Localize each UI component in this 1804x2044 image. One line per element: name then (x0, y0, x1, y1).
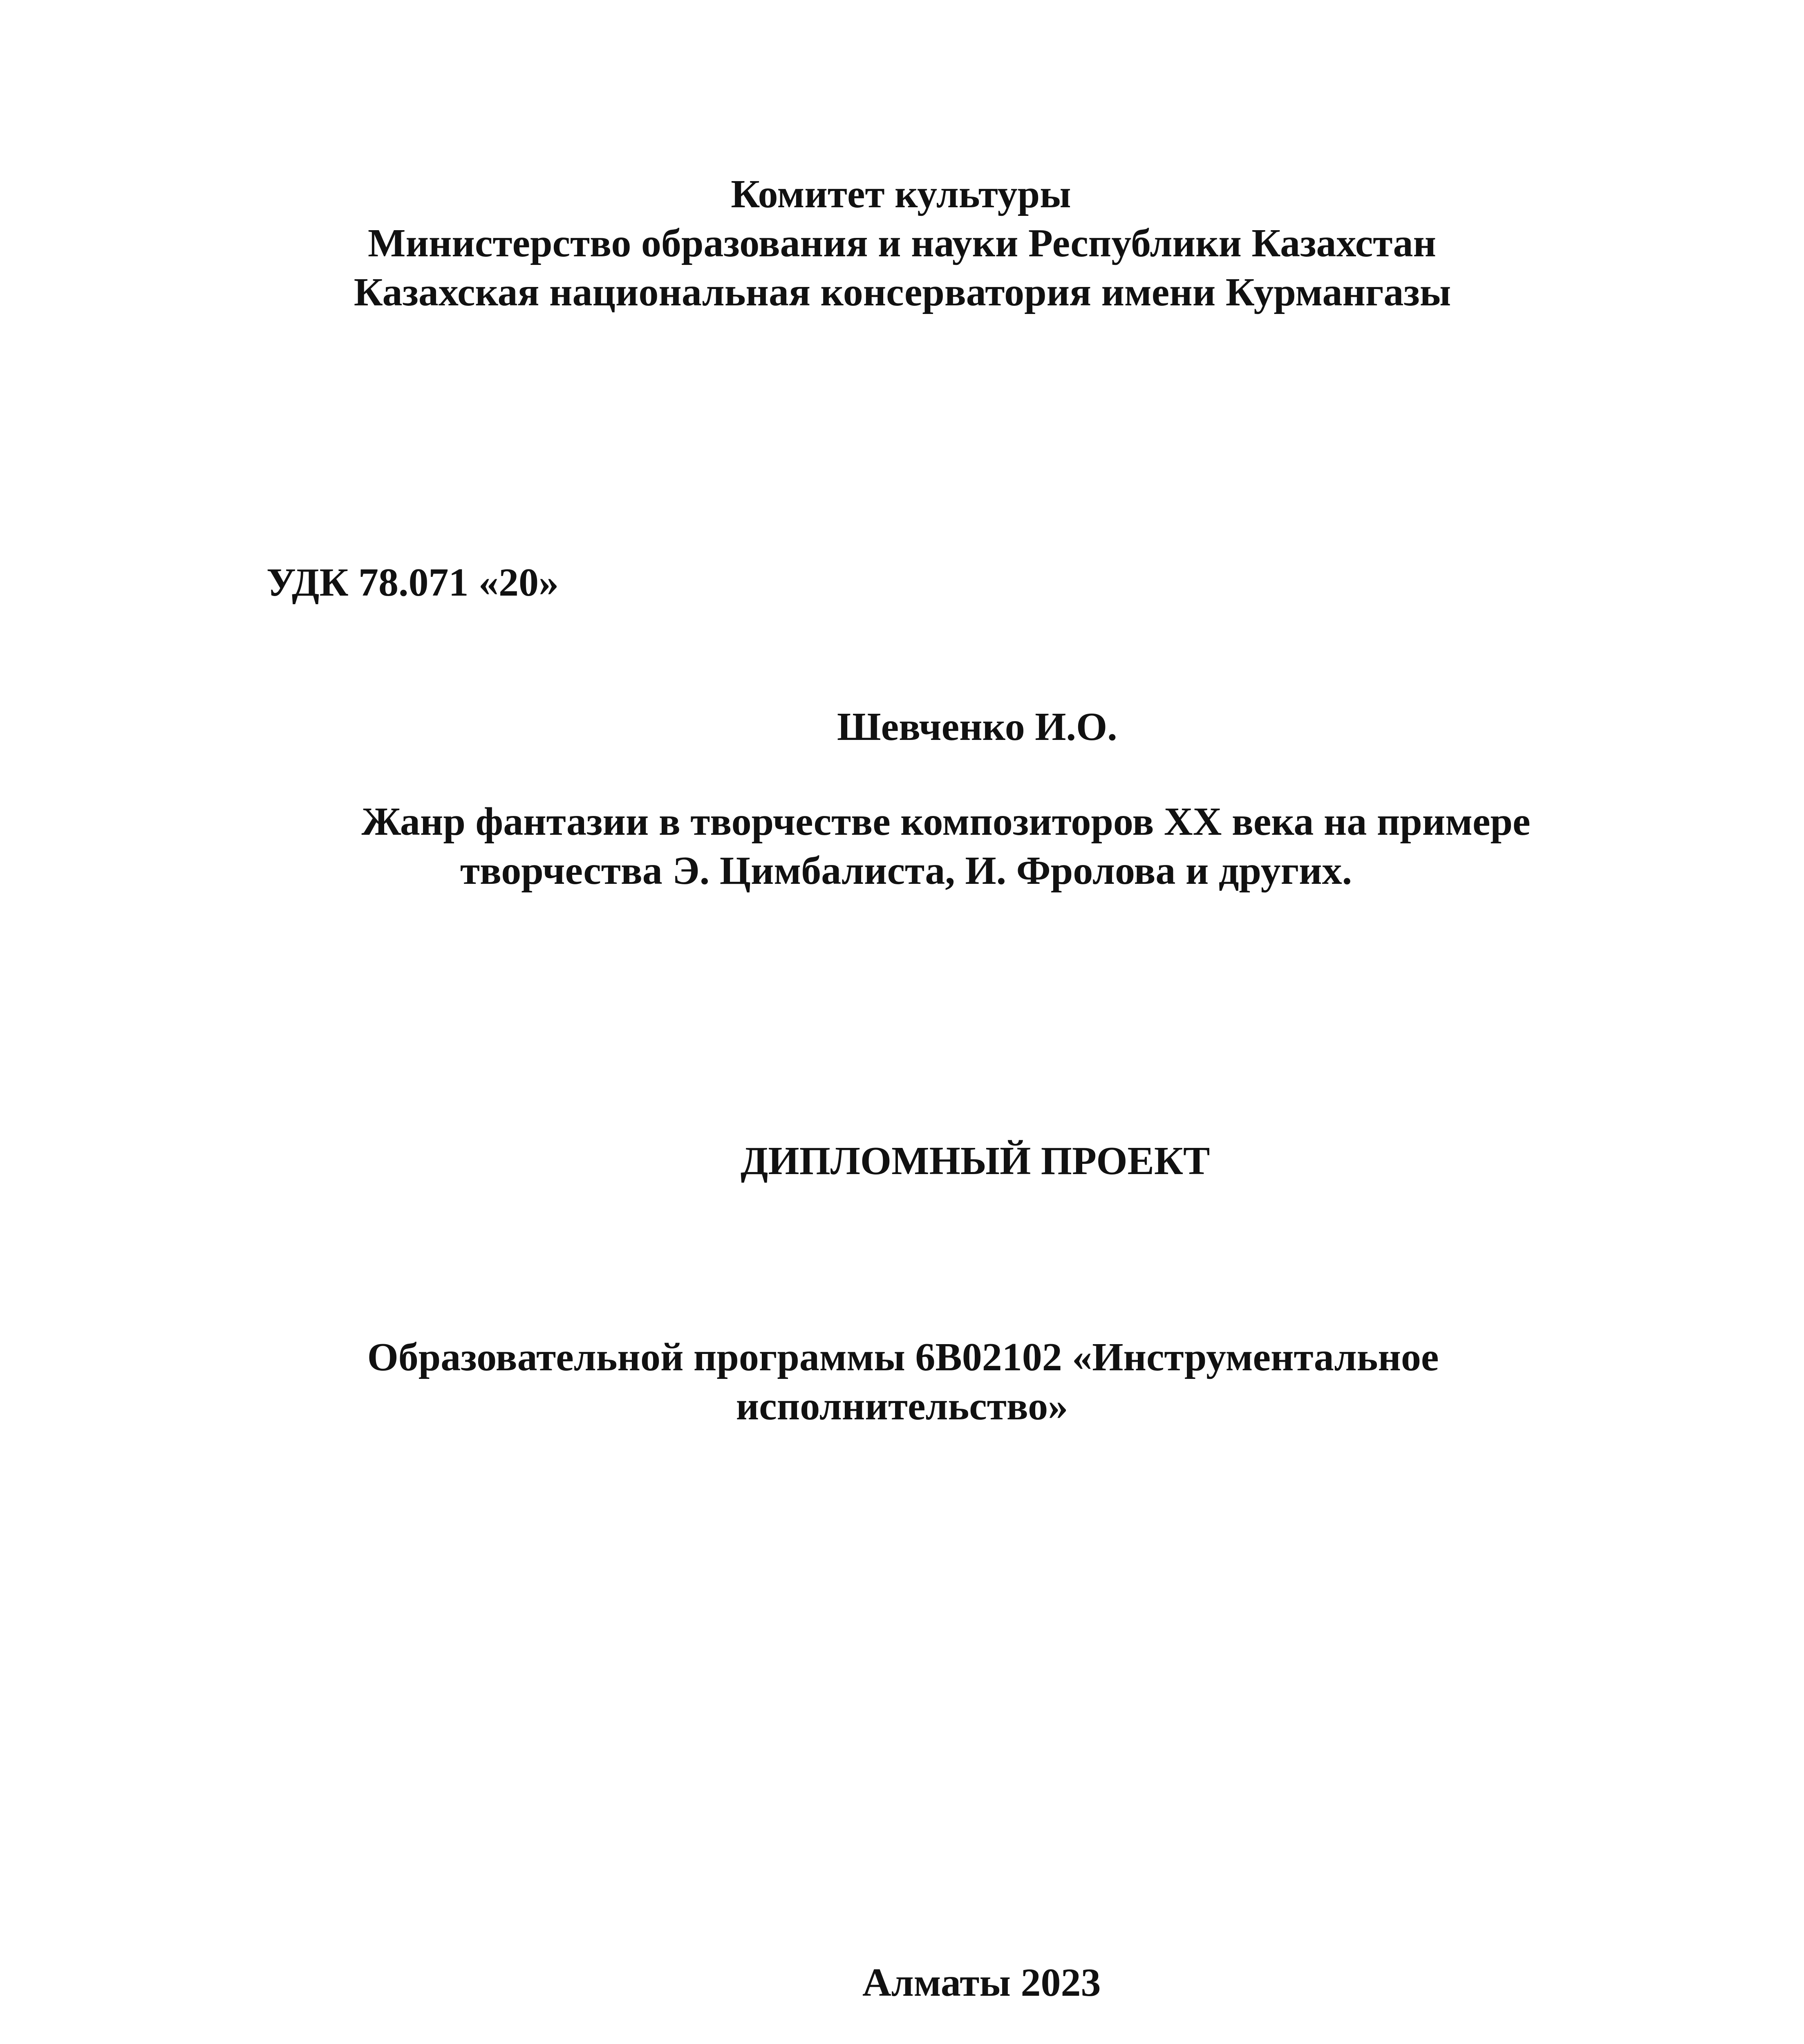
program-line-1: Образовательной программы 6В02102 «Инструментальное (367, 1335, 1439, 1379)
institution-header (0, 170, 1804, 317)
header-ministry: Министерство образования и науки Республики Казахстан (367, 221, 1437, 265)
program-line-2: исполнительство» (736, 1384, 1068, 1428)
city-year: Алматы 2023 (862, 1961, 1101, 2005)
document-type: ДИПЛОМНЫЙ ПРОЕКТ (741, 1139, 1210, 1183)
header-conservatory: Казахская национальная консерватория имени Курмангазы (354, 270, 1451, 314)
header-committee: Комитет культуры (731, 172, 1071, 216)
thesis-title-line-1: Жанр фантазии в творчестве композиторов ХХ века на примере (361, 800, 1531, 844)
udk-code: УДК 78.071 «20» (266, 560, 559, 605)
thesis-title-line-2: творчества Э. Цимбалиста, И. Фролова и других. (460, 849, 1352, 893)
educational-program (0, 1333, 1804, 1431)
thesis-title (0, 797, 1804, 895)
author-name: Шевченко И.О. (837, 705, 1117, 749)
